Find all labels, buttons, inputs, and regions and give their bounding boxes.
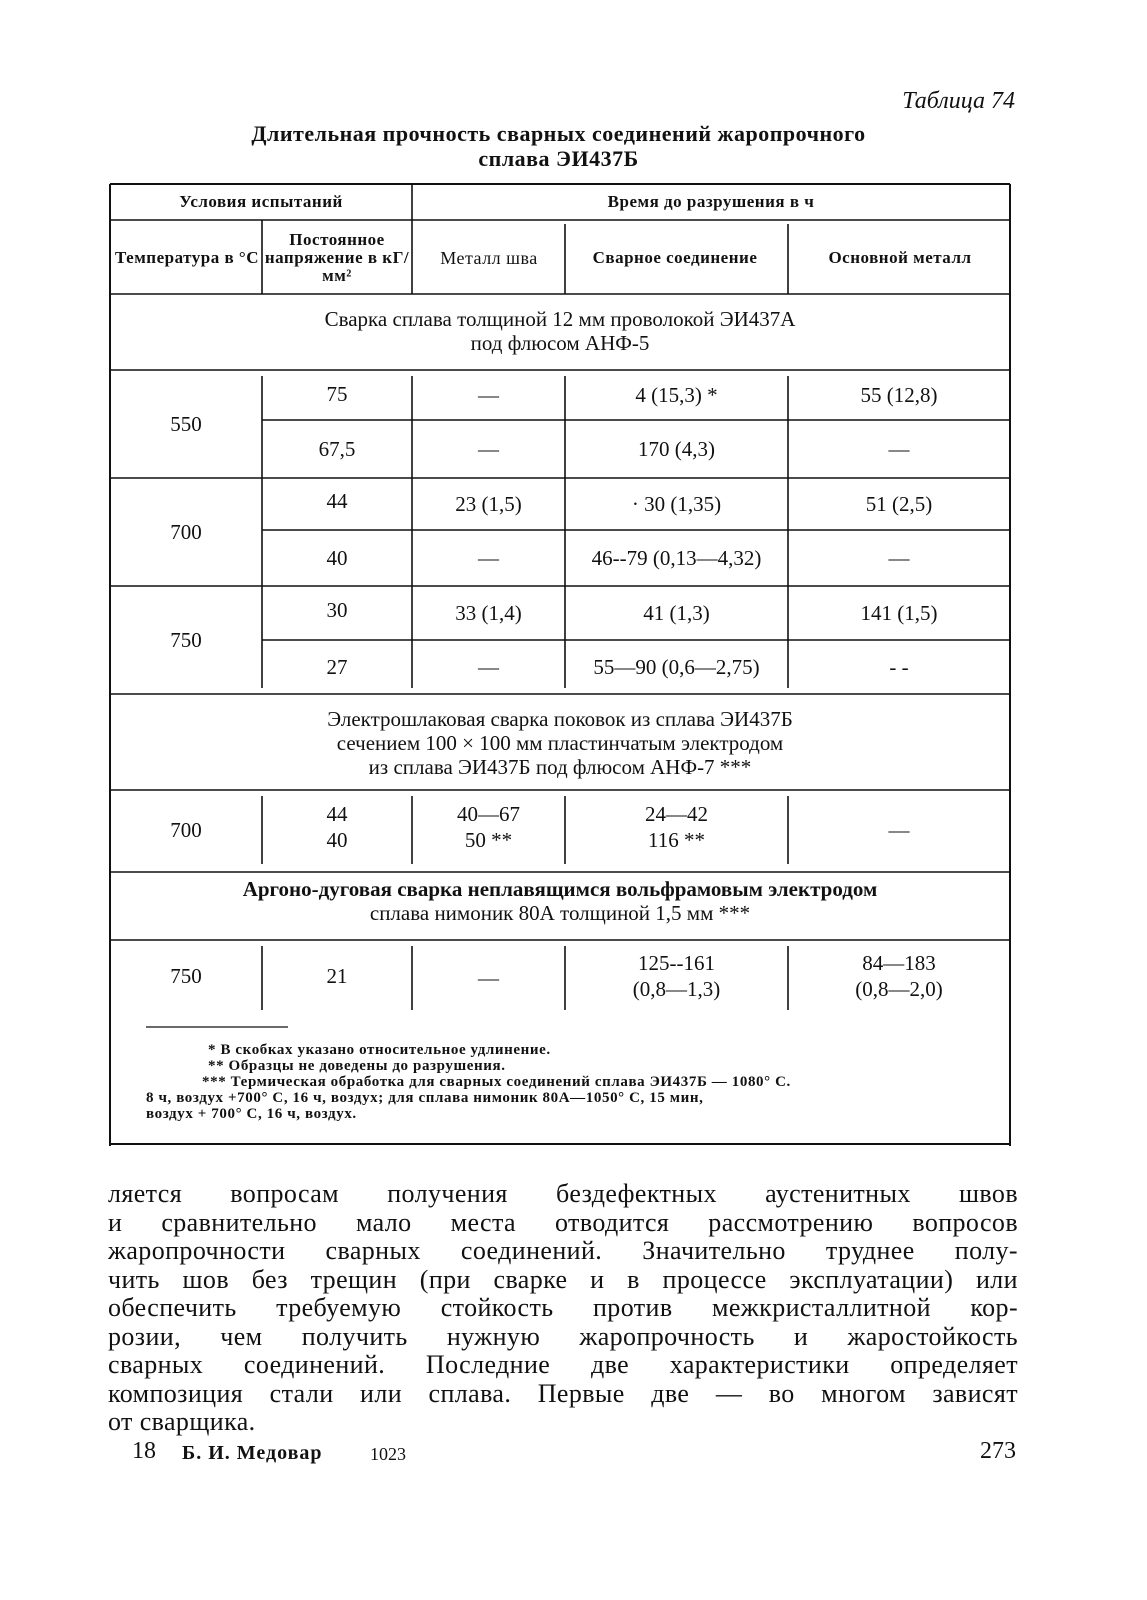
body-line: от сварщика. xyxy=(108,1407,256,1436)
table-cell: 46--79 (0,13—4,32) xyxy=(591,545,762,570)
table-cell: · 30 (1,35) xyxy=(631,491,722,516)
section-1-title-line-1: Сварка сплава толщиной 12 мм проволокой ЭИ437А xyxy=(324,307,796,331)
section-3-title-line-1: Аргоно-дуговая сварка неплавящимся вольфрамовым электродом xyxy=(242,877,878,901)
section-2-title-line-2: сечением 100 × 100 мм пластинчатым электродом xyxy=(336,731,784,755)
table-cell: 67,5 xyxy=(318,436,356,461)
table-cell: 44 xyxy=(326,801,348,826)
table-cell: 41 (1,3) xyxy=(643,600,710,625)
table-cell: — xyxy=(888,545,910,570)
table-cell: 23 (1,5) xyxy=(455,491,522,516)
table-cell: 30 xyxy=(326,597,348,622)
table-title-line-2: сплава ЭИ437Б xyxy=(478,146,639,171)
body-line: розии, чем получить нужную жаропрочность и жаростойкость xyxy=(108,1321,1018,1351)
body-line: обеспечить требуемую стойкость против межкристаллитной кор- xyxy=(108,1293,1018,1322)
table-caption: Таблица 74 xyxy=(902,88,1015,114)
table-cell: 750 xyxy=(170,963,202,988)
table-cell: 27 xyxy=(326,654,348,679)
table-cell: 51 (2,5) xyxy=(865,491,933,516)
body-line: и сравнительно мало места отводится рассмотрению вопросов xyxy=(108,1207,1018,1237)
table-cell: 44 xyxy=(326,488,348,513)
header-test-conditions: Условия испытаний xyxy=(179,192,343,212)
body-line: сварных соединений. Последние две характеристики определяет xyxy=(108,1350,1018,1379)
section-2-title-line-1: Электрошлаковая сварка поковок из сплава ЭИ437Б xyxy=(327,707,793,731)
header-weld-metal: Металл шва xyxy=(440,247,538,268)
header-temperature: Температура в °С xyxy=(114,248,259,268)
body-line: чить шов без трещин (при сварке и в процессе эксплуатации) или xyxy=(108,1264,1018,1294)
table-cell: 50 ** xyxy=(464,827,513,852)
header-stress: Постоянное напряжение в кГ/мм² xyxy=(264,230,410,285)
table-cell: 55 (12,8) xyxy=(860,382,938,407)
body-paragraph xyxy=(108,1180,1018,1437)
body-line: ляется вопросам получения бездефектных аустенитных швов xyxy=(108,1179,1018,1208)
footnote-1: * В скобках указано относительное удлинение. xyxy=(208,1042,551,1058)
table-cell: 700 xyxy=(170,817,202,842)
footnote-3-line-1: *** Термическая обработка для сварных соединений сплава ЭИ437Б — 1080° С. xyxy=(202,1074,791,1090)
table-cell: — xyxy=(478,654,499,679)
table-cell: 40 xyxy=(326,827,348,852)
table-cell: 21 xyxy=(326,963,348,988)
table-cell: — xyxy=(888,436,910,461)
table-cell: 40—67 xyxy=(457,801,520,826)
table-cell: 84—183 xyxy=(862,950,936,975)
section-1-title-line-2: под флюсом АНФ-5 xyxy=(470,331,650,355)
table-cell: 4 (15,3) * xyxy=(635,382,718,407)
footer-order-number: 1023 xyxy=(370,1444,406,1464)
footnote-2: ** Образцы не доведены до разрушения. xyxy=(208,1058,506,1074)
body-line: композиция стали или сплава. Первые две — во многом зависят xyxy=(108,1378,1018,1408)
table-cell: 125--161 xyxy=(638,950,715,975)
footer-author: Б. И. Медовар xyxy=(182,1442,323,1464)
table-cell: 24—42 xyxy=(645,801,708,826)
table-cell: — xyxy=(478,382,499,407)
table-cell: 40 xyxy=(326,545,348,570)
table-cell: — xyxy=(888,817,910,842)
section-3-title-line-2: сплава нимоник 80А толщиной 1,5 мм *** xyxy=(369,901,751,925)
body-line: жаропрочности сварных соединений. Значительно труднее полу- xyxy=(108,1236,1018,1265)
table-cell: — xyxy=(478,965,499,990)
signature-number: 18 xyxy=(132,1438,156,1464)
table-cell: 75 xyxy=(326,381,348,406)
table-title-line-1: Длительная прочность сварных соединений жаропрочного xyxy=(251,121,866,146)
table-cell: (0,8—2,0) xyxy=(855,976,943,1001)
row-temp-750: 750 xyxy=(170,627,202,652)
table-cell: - - xyxy=(889,654,909,679)
data-table xyxy=(110,184,1010,1146)
table-cell: 170 (4,3) xyxy=(638,436,715,461)
header-base-metal: Основной металл xyxy=(828,248,972,268)
table-cell: 116 ** xyxy=(648,827,705,852)
footnote-3-line-3: воздух + 700° С, 16 ч, воздух. xyxy=(146,1106,357,1122)
row-temp-550: 550 xyxy=(170,411,202,436)
page-number: 273 xyxy=(980,1438,1016,1464)
table-cell: — xyxy=(478,436,499,461)
footnote-3-line-2: 8 ч, воздух +700° С, 16 ч, воздух; для сплава нимоник 80А—1050° С, 15 мин, xyxy=(146,1090,704,1106)
header-time-to-failure: Время до разрушения в ч xyxy=(607,192,815,212)
table-cell: 55—90 (0,6—2,75) xyxy=(593,654,760,679)
table-cell: 141 (1,5) xyxy=(860,600,938,625)
section-2-title-line-3: из сплава ЭИ437Б под флюсом АНФ-7 *** xyxy=(368,755,752,779)
header-welded-joint: Сварное соединение xyxy=(592,248,758,268)
row-temp-700: 700 xyxy=(170,519,202,544)
table-cell: — xyxy=(478,545,499,570)
table-cell: 33 (1,4) xyxy=(455,600,522,625)
table-cell: (0,8—1,3) xyxy=(632,976,721,1001)
